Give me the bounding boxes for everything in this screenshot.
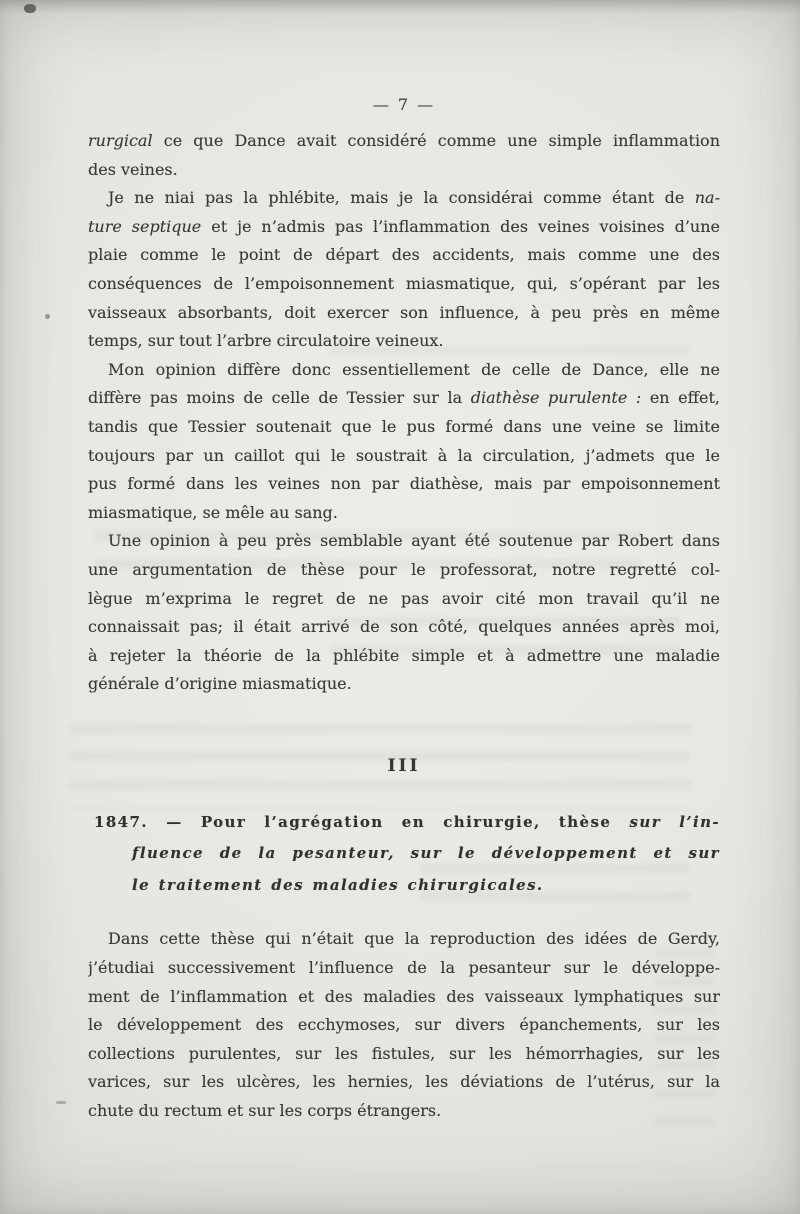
text-line — [94, 838, 720, 870]
text-segment: diffère pas moins de celle de Tessier sur la — [88, 388, 471, 408]
paragraph — [88, 356, 720, 528]
text-line — [88, 442, 720, 471]
text-line — [88, 184, 720, 213]
text-segment: en effet, — [641, 388, 720, 408]
text-line — [88, 954, 720, 983]
text-line — [88, 384, 720, 413]
body-paragraphs-bottom — [88, 925, 720, 1125]
text-line — [88, 613, 720, 642]
text-line — [94, 807, 720, 839]
text-segment: vaisseaux absorbants, doit exercer son influence, à peu près en même — [88, 302, 720, 322]
text-segment: temps, sur tout l’arbre circulatoire veineux. — [88, 331, 444, 351]
text-segment: 1847. — — [94, 812, 201, 831]
text-segment: Une opinion à peu près semblable ayant été soutenue par Robert dans — [108, 531, 720, 551]
text-segment: le développement des ecchymoses, sur divers épanchements, sur les — [88, 1015, 720, 1035]
paragraph — [88, 184, 720, 356]
text-segment: na- — [694, 188, 720, 208]
text-line — [88, 156, 720, 185]
text-line — [88, 327, 720, 356]
text-segment: miasmatique, se mêle au sang. — [88, 502, 338, 522]
text-segment: collections purulentes, sur les fistules, sur les hémorrhagies, sur les — [88, 1043, 720, 1063]
text-segment: j’étudiai successivement l’influence de la pesanteur sur le développe- — [88, 957, 720, 977]
text-segment: ce que Dance avait considéré comme une simple inflammation — [152, 131, 720, 150]
text-line — [94, 870, 720, 902]
section-numeral: III — [387, 755, 421, 776]
paragraph — [88, 527, 720, 699]
text-line — [88, 1068, 720, 1097]
text-line — [88, 585, 720, 614]
text-line — [88, 413, 720, 442]
paragraph — [88, 127, 720, 184]
text-segment: ment de l’inflammation et des maladies des vaisseaux lymphatiques sur — [88, 986, 720, 1006]
text-segment: générale d’origine miasmatique. — [88, 674, 352, 694]
thesis-heading — [88, 807, 720, 902]
text-segment: toujours par un caillot qui le soustrait à la circulation, j’admets que le — [88, 445, 720, 465]
text-line — [88, 670, 720, 699]
text-block — [88, 92, 720, 1126]
text-line — [88, 241, 720, 270]
text-line — [88, 270, 720, 299]
scan-speck — [56, 1101, 66, 1104]
text-line — [88, 356, 720, 385]
scan-speck — [45, 314, 50, 319]
text-segment: fluence de la pesanteur, sur le développement et sur — [132, 844, 720, 863]
text-segment: ture septique — [88, 216, 202, 236]
text-line — [88, 556, 720, 585]
text-line — [88, 1040, 720, 1069]
scan-edge-shadow — [0, 0, 800, 14]
text-line — [88, 983, 720, 1012]
paragraph — [88, 925, 720, 1125]
text-segment: Dans cette thèse qui n’était que la reproduction des idées de Gerdy, — [108, 929, 720, 949]
text-segment: le traitement des maladies chirurgicales. — [132, 875, 544, 894]
text-segment: pus formé dans les veines non par diathèse, mais par empoisonnement — [88, 474, 720, 494]
text-segment: Pour l’agrégation en chirurgie, thèse — [200, 812, 630, 831]
text-segment: conséquences de l’empoisonnement miasmatique, qui, s’opérant par les — [88, 273, 720, 293]
text-segment: à rejeter la théorie de la phlébite simple et à admettre une maladie — [88, 645, 720, 665]
text-segment: varices, sur les ulcères, les hernies, les déviations de l’utérus, sur la — [88, 1072, 720, 1092]
text-segment: tandis que Tessier soutenait que le pus formé dans une veine se limite — [88, 416, 720, 436]
text-segment: sur l’in- — [629, 812, 720, 831]
body-paragraphs-top — [88, 127, 720, 699]
text-line — [88, 1097, 720, 1126]
text-segment: diathèse purulente : — [470, 388, 642, 408]
page-number: — 7 — — [372, 95, 436, 114]
text-line — [88, 127, 720, 156]
text-line — [88, 1011, 720, 1040]
text-line — [88, 499, 720, 528]
text-segment: connaissait pas; il était arrivé de son côté, quelques années après moi, — [88, 617, 720, 637]
text-segment: lègue m’exprima le regret de ne pas avoir cité mon travail qu’il ne — [88, 588, 720, 608]
text-line — [88, 213, 720, 242]
text-line — [88, 925, 720, 954]
scan-speck — [24, 4, 36, 13]
text-segment: rurgical — [88, 131, 153, 150]
text-line — [88, 299, 720, 328]
text-segment: plaie comme le point de départ des accidents, mais comme une des — [88, 245, 720, 265]
text-segment: Je ne niai pas la phlébite, mais je la considérai comme étant de — [108, 188, 695, 208]
text-segment: des veines. — [88, 159, 178, 179]
text-line — [88, 642, 720, 671]
text-segment: chute du rectum et sur les corps étrangers. — [88, 1100, 442, 1120]
text-line — [88, 470, 720, 499]
text-line — [88, 527, 720, 556]
text-segment: une argumentation de thèse pour le professorat, notre regretté col- — [88, 559, 720, 579]
text-segment: et je n’admis pas l’inflammation des veines voisines d’une — [201, 216, 720, 236]
text-segment: Mon opinion diffère donc essentiellement de celle de Dance, elle ne — [108, 359, 720, 379]
